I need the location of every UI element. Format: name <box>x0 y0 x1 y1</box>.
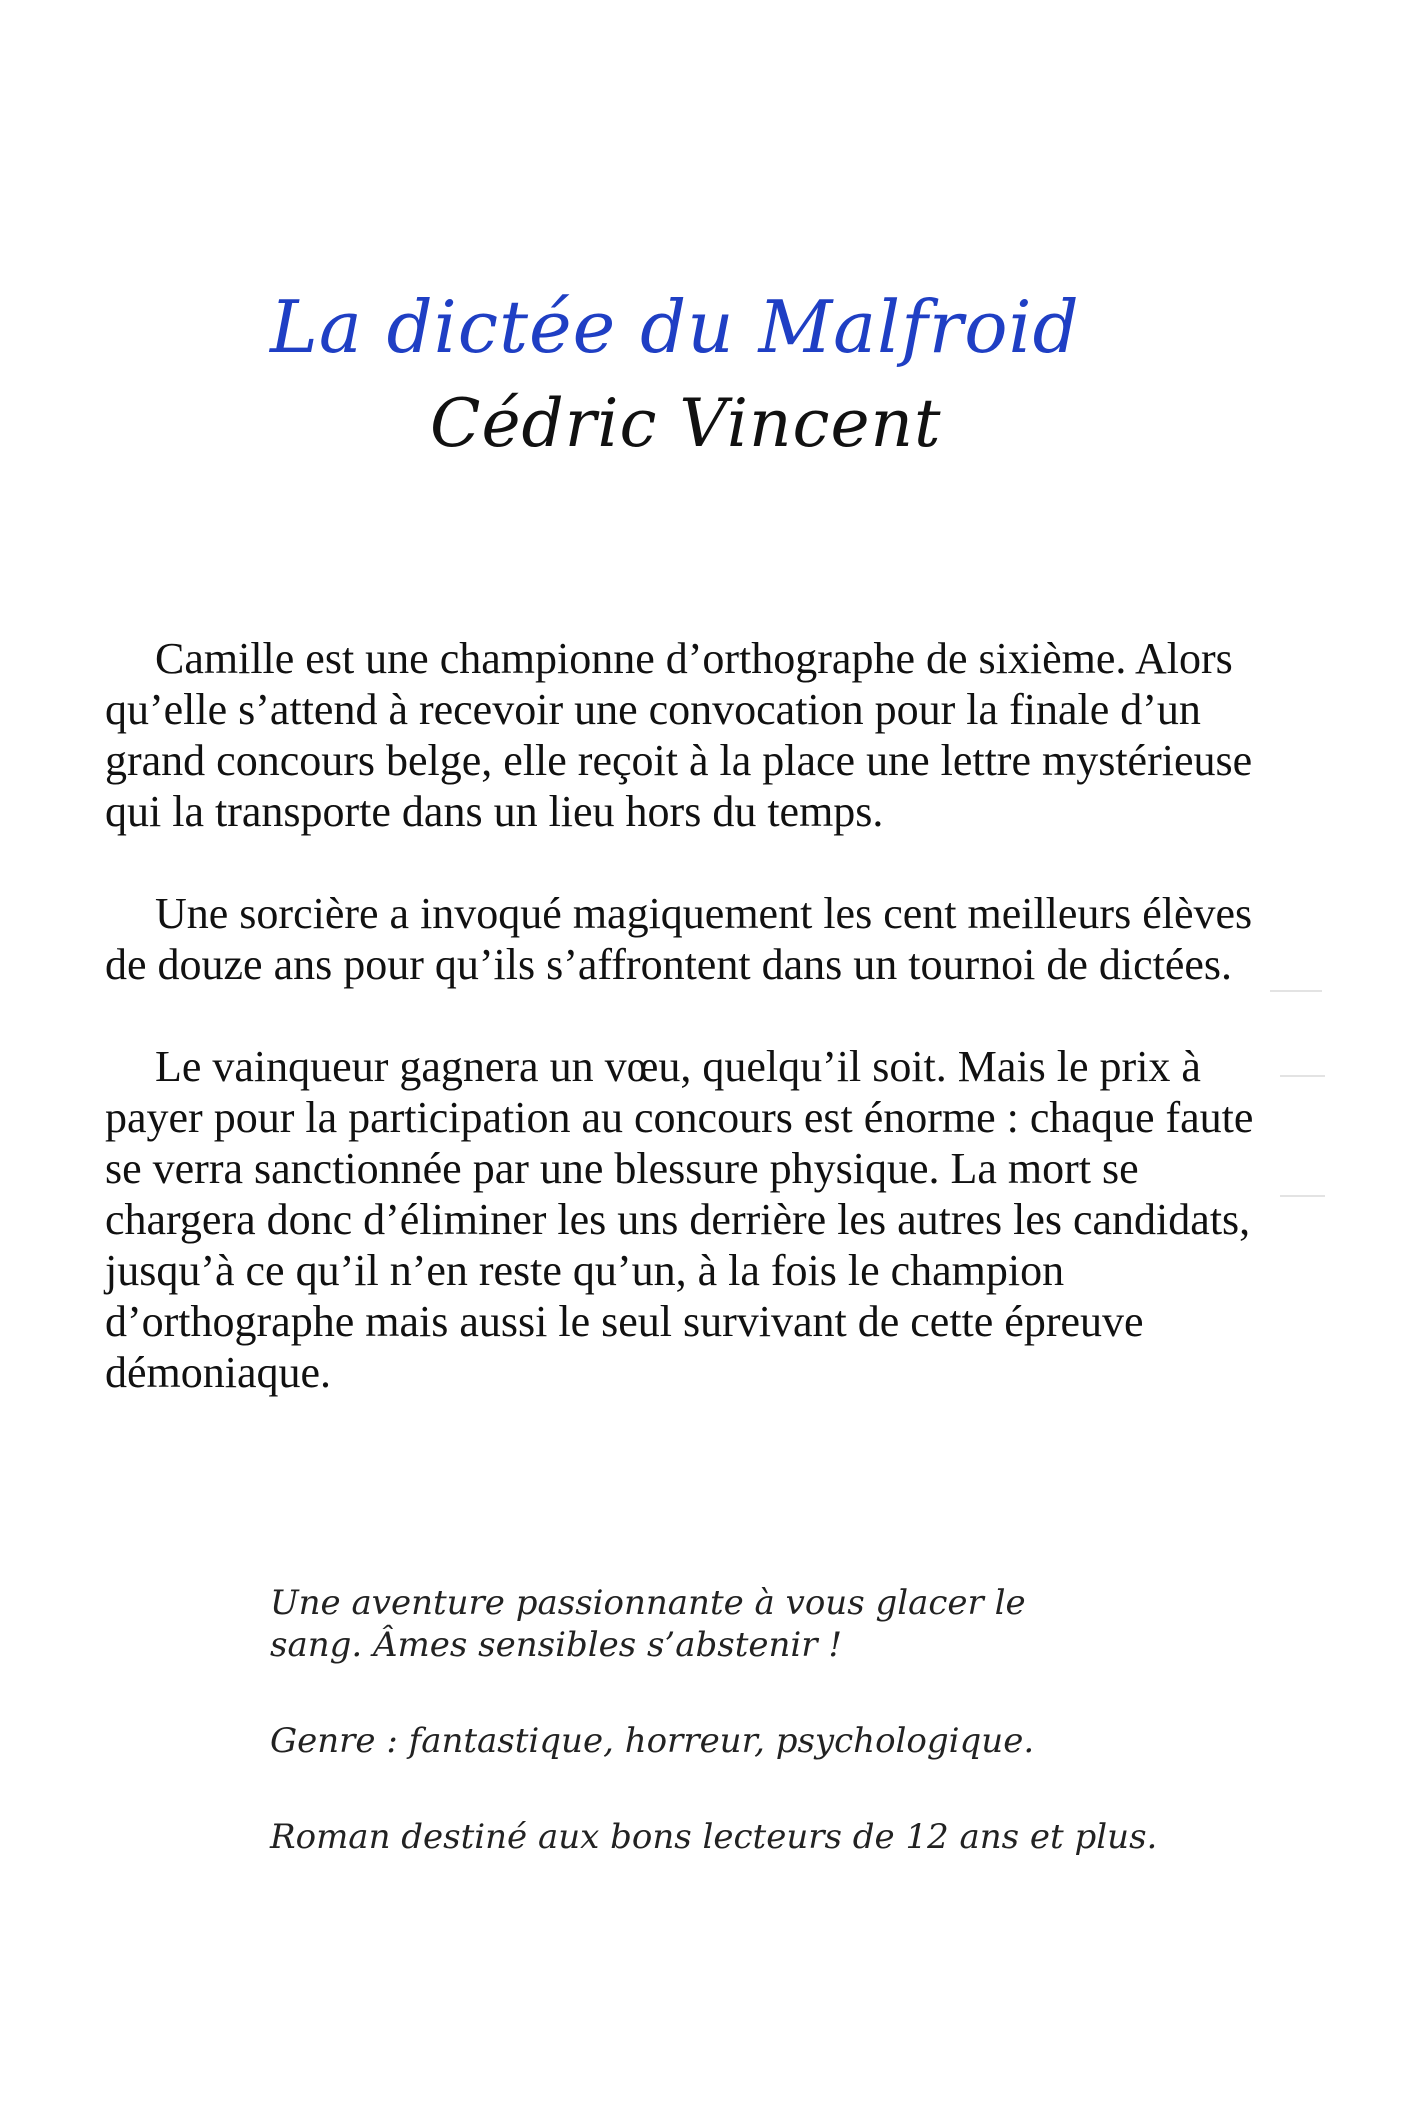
tagline-audience: Roman destiné aux bons lecteurs de 12 ans et plus. <box>270 1817 1158 1857</box>
summary-paragraph: Le vainqueur gagnera un vœu, quelqu’il soit. Mais le prix à payer pour la participation au concours est énorme : chaque faute se verra sanctionnée par une blessure physique. La mort se chargera donc d’éliminer les uns derrière les autres les candidats, jusqu’à ce qu’il n’en reste qu’un, à la fois le champion d’orthographe mais aussi le seul survivant de cette épreuve démoniaque. <box>105 1042 1254 1397</box>
tagline-block <box>270 1582 1170 1912</box>
scan-mark <box>1280 1075 1325 1077</box>
scan-mark <box>1280 1195 1325 1197</box>
scan-mark <box>1270 990 1322 992</box>
summary-paragraph: Camille est une championne d’orthographe de sixième. Alors qu’elle s’attend à recevoir une convocation pour la finale d’un grand concours belge, elle reçoit à la place une lettre mystérieuse qui la transporte dans un lieu hors du temps. <box>105 634 1253 836</box>
tagline-genre: Genre : fantastique, horreur, psychologique. <box>270 1721 1035 1761</box>
book-author: Cédric Vincent <box>430 385 942 462</box>
tagline-hook: Une aventure passionnante à vous glacer le sang. Âmes sensibles s’abstenir ! <box>270 1583 1026 1665</box>
summary-paragraph: Une sorcière a invoqué magiquement les cent meilleurs élèves de douze ans pour qu’ils s’affrontent dans un tournoi de dictées. <box>105 889 1253 989</box>
summary-text <box>105 633 1300 1449</box>
book-title: La dictée du Malfroid <box>270 285 1080 369</box>
